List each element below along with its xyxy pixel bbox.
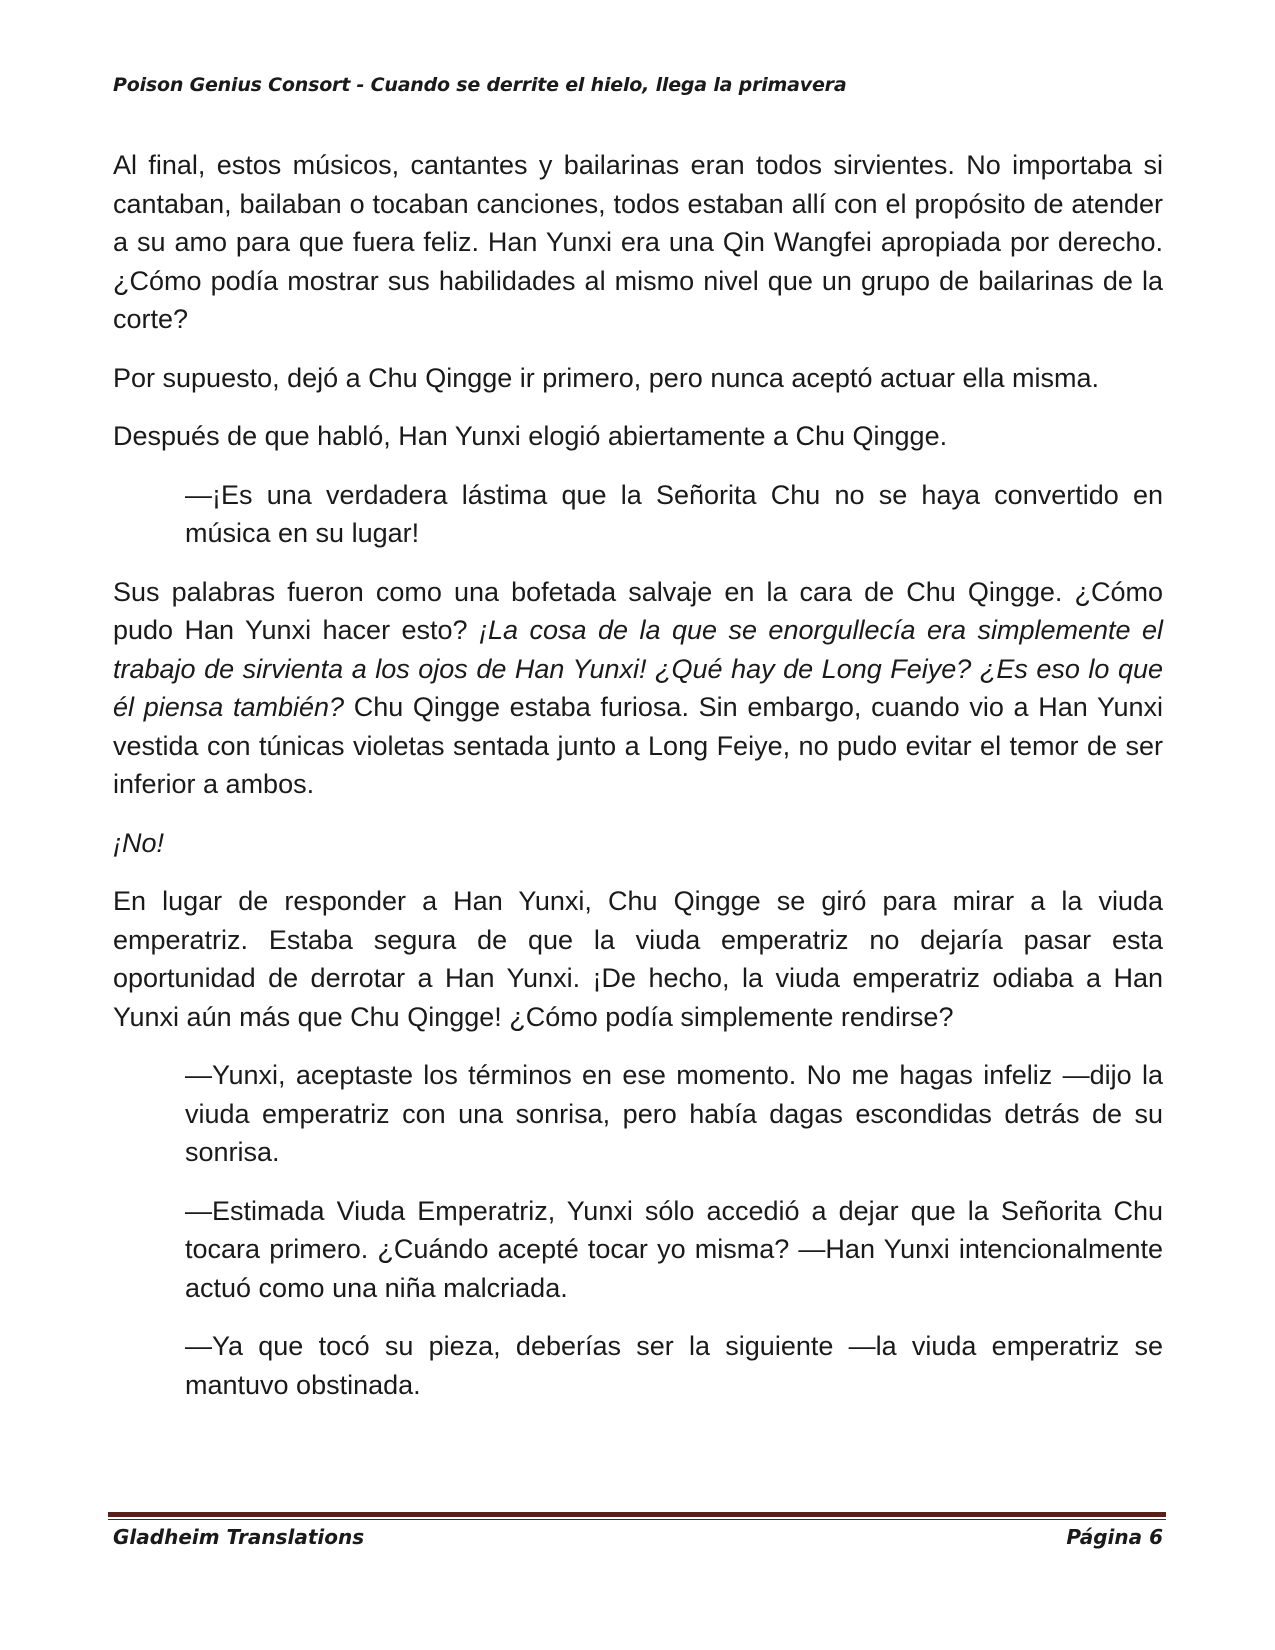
- document-body: [113, 146, 1163, 1424]
- paragraph-3: Después de que habló, Han Yunxi elogió abiertamente a Chu Qingge.: [113, 421, 948, 451]
- paragraph-5-part-2: Chu Qingge estaba furiosa. Sin embargo, cuando vio a Han Yunxi vestida con túnicas violetas sentada junto a Long Feiye, no pudo evitar el temor de ser inferior a ambos.: [113, 692, 1163, 799]
- footer-publisher: Gladheim Translations: [113, 1525, 365, 1549]
- running-header: Poison Genius Consort - Cuando se derrite el hielo, llega la primavera: [113, 74, 847, 96]
- footer-divider-thick-line: [108, 1512, 1166, 1517]
- paragraph-6-italic: ¡No!: [113, 827, 165, 858]
- paragraph-7: En lugar de responder a Han Yunxi, Chu Qingge se giró para mirar a la viuda emperatriz. Estaba segura de que la viuda emperatriz no dejaría pasar esta oportunidad de derrotar a Han Yunxi. ¡De hecho, la viuda emperatriz odiaba a Han Yunxi aún más que Chu Qingge! ¿Cómo podía simplemente rendirse?: [113, 886, 1163, 1032]
- paragraph-6: [113, 824, 1163, 863]
- footer-divider-thin-line: [108, 1519, 1166, 1520]
- paragraph-1: Al final, estos músicos, cantantes y bailarinas eran todos sirvientes. No importaba si cantaban, bailaban o tocaban canciones, todos estaban allí con el propósito de atender a su amo para que fuera feliz. Han Yunxi era una Qin Wangfei apropiada por derecho. ¿Cómo podía mostrar sus habilidades al mismo nivel que un grupo de bailarinas de la corte?: [113, 150, 1163, 334]
- paragraph-5: [113, 573, 1163, 804]
- dialogue-paragraph-8: —Yunxi, aceptaste los términos en ese momento. No me hagas infeliz —dijo la viuda emperatriz con una sonrisa, pero había dagas escondidas detrás de su sonrisa.: [185, 1060, 1163, 1167]
- dialogue-paragraph-9: —Estimada Viuda Emperatriz, Yunxi sólo accedió a dejar que la Señorita Chu tocara primero. ¿Cuándo acepté tocar yo misma? —Han Yunxi intencionalmente actuó como una niña malcriada.: [185, 1195, 1163, 1303]
- dialogue-paragraph-4: —¡Es una verdadera lástima que la Señorita Chu no se haya convertido en música en su lugar!: [185, 479, 1163, 548]
- paragraph-5-part-1: Sus palabras fueron como una bofetada salvaje en la cara de Chu Qingge. ¿Cómo pudo Han Yunxi hacer esto?: [113, 576, 1163, 645]
- paragraph-5-italic-thought: ¡La cosa de la que se enorgullecía era simplemente el trabajo de sirvienta a los ojos de Han Yunxi! ¿Qué hay de Long Feiye? ¿Es eso lo que él piensa también?: [113, 615, 1163, 722]
- dialogue-paragraph-10: —Ya que tocó su pieza, deberías ser la siguiente —la viuda emperatriz se mantuvo obstinada.: [185, 1331, 1163, 1400]
- paragraph-2: Por supuesto, dejó a Chu Qingge ir primero, pero nunca aceptó actuar ella misma.: [113, 362, 1100, 393]
- footer-page-number: Página 6: [1066, 1525, 1163, 1549]
